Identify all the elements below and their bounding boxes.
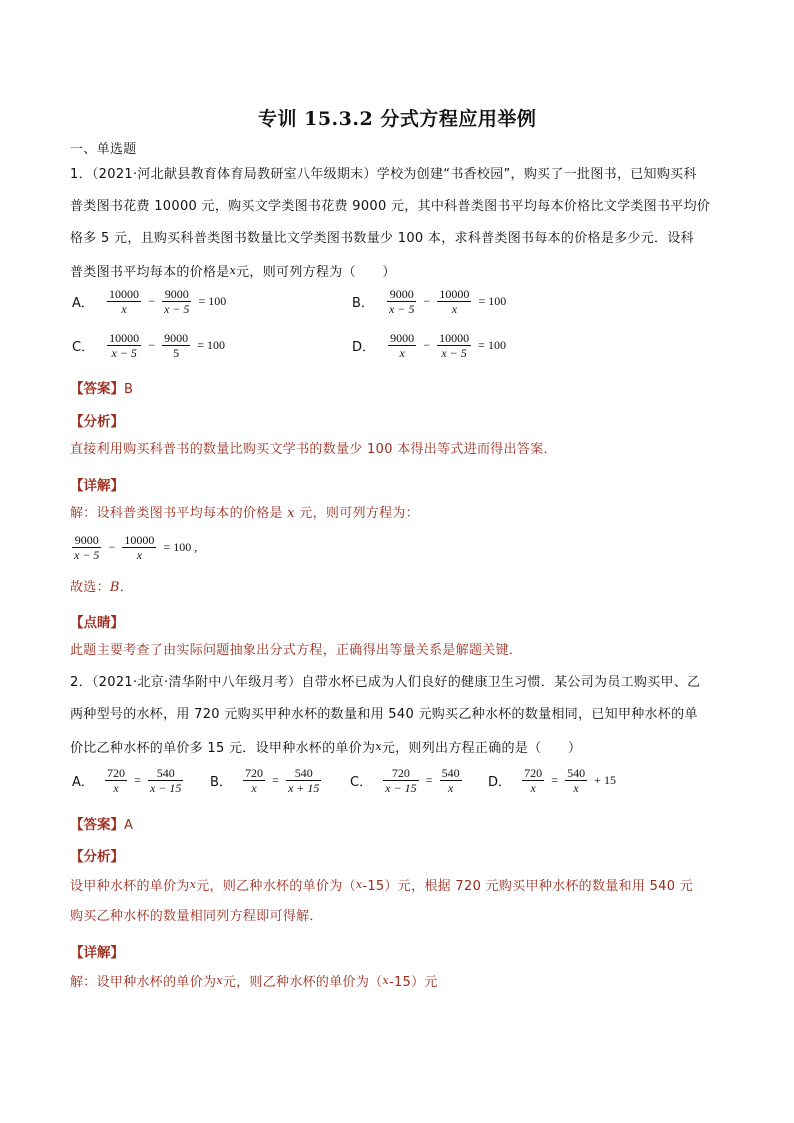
q1-c-frac-1-den: x − 5 [111, 346, 137, 360]
q2-d-frac-1-num: 720 [524, 766, 543, 780]
q1-b-frac-1 [387, 287, 416, 316]
q1-d-frac-2 [437, 331, 471, 360]
q2-analysis-line-1 [70, 877, 693, 895]
q2-a-frac-2-den: x − 15 [149, 781, 182, 795]
q1-c-frac-2-num: 9000 [164, 331, 189, 345]
q1-comment-tag: 【点睛】 [70, 615, 124, 631]
q1-c-minus: − [148, 338, 156, 352]
q1-d-frac-2-num: 10000 [439, 331, 470, 345]
q2-detail-c: -15）元 [388, 975, 438, 990]
q1-stem-text-a: 普类图书平均每本的价格是 [70, 265, 230, 280]
q1-option-d[interactable] [350, 331, 508, 360]
q1-stem-line-2: 普类图书花费 10000 元，购买文学类图书花费 9000 元，其中科普类图书平均每本价格比文学类图书平均价 [70, 199, 711, 214]
q2-analysis-line-2: 购买乙种水杯的数量相同列方程即可得解． [70, 909, 323, 924]
section-heading: 一、单选题 [70, 142, 137, 157]
q1-c-frac-2 [162, 331, 190, 360]
q2-c-frac-1 [383, 766, 418, 795]
q1-eq-frac-1-den: x − 5 [74, 548, 100, 562]
q2-c-eq: = [425, 773, 433, 787]
q1-choose-a: 故选： [70, 580, 110, 595]
q1-option-d-label: D． [352, 340, 376, 355]
q2-d-frac-2 [565, 766, 587, 795]
q1-analysis-tag: 【分析】 [70, 414, 124, 430]
q2-option-a-label: A． [72, 775, 94, 790]
q2-c-frac-1-num: 720 [383, 766, 418, 781]
q2-analysis-d: 720 [455, 879, 482, 894]
q1-a-frac-1-den: x [121, 302, 127, 316]
q1-choose-b: B [109, 580, 120, 595]
q1-stem-line-3: 格多 5 元，且购买科普类图书数量比文学类图书数量少 100 本，求科普类图书每本的价格是多少元．设科 [70, 231, 694, 246]
q2-analysis-var-x-2: x [355, 878, 363, 891]
q2-answer-value: A [124, 818, 134, 833]
q2-option-c-label: C． [350, 775, 373, 790]
q1-choose-c: ． [119, 580, 134, 595]
q1-a-frac-2 [162, 287, 191, 316]
q1-eq-frac-2-num: 10000 [124, 533, 155, 547]
q2-detail-text [70, 973, 438, 991]
q1-eq-frac-1-num: 9000 [72, 533, 101, 548]
q2-c-frac-2-den: x [447, 781, 454, 795]
q1-analysis-b: 本得出等式进而得出答案． [392, 442, 557, 457]
q1-option-b-label: B． [352, 296, 374, 311]
q1-analysis-text [70, 442, 557, 458]
q1-answer-tag: 【答案】 [70, 381, 124, 397]
q1-c-rhs: = 100 [197, 338, 226, 352]
q1-eq-rhs: = 100 , [163, 540, 198, 554]
q2-detail-var-x: x [216, 974, 223, 987]
q1-option-a[interactable] [70, 287, 228, 316]
q1-d-frac-1 [388, 331, 416, 360]
q2-b-frac-1-num: 720 [245, 766, 264, 780]
q1-answer-value: B [124, 382, 134, 397]
q2-stem-text-b: 元，则列出方程正确的是（ ） [381, 741, 582, 756]
q1-analysis-number: 100 [367, 442, 393, 457]
q1-stem-line-1: 1．（2021·河北献县教育体育局教研室八年级期末）学校为创建“书香校园”，购买了一批图书，已知购买科 [70, 167, 697, 182]
q1-eq-frac-2 [122, 533, 156, 562]
q2-b-frac-1-den: x [251, 781, 257, 795]
q1-detail-var-x: x [287, 506, 295, 521]
q2-a-frac-1 [105, 766, 127, 795]
q2-answer [70, 813, 133, 834]
q2-option-a[interactable] [70, 766, 183, 795]
q2-a-frac-1-den: x [113, 781, 119, 795]
q1-analysis-a: 直接利用购买科普书的数量比购买文学书的数量少 [70, 442, 368, 457]
q1-b-minus: − [423, 294, 431, 308]
q2-stem-line-1: 2．（2021·北京·清华附中八年级月考）自带水杯已成为人们良好的健康卫生习惯．某公司为员工购买甲、乙 [70, 675, 701, 690]
q1-b-frac-2 [437, 287, 471, 316]
q2-d-eq: = [551, 773, 558, 787]
q2-b-frac-1 [243, 766, 265, 795]
q1-eq-frac-2-den: x [136, 548, 143, 562]
q1-detail-text [70, 506, 419, 522]
q2-detail-tag: 【详解】 [70, 945, 124, 961]
q2-analysis-tag: 【分析】 [70, 849, 124, 865]
q1-d-frac-1-den: x [399, 346, 405, 360]
q1-a-frac-1-num: 10000 [109, 287, 139, 301]
q1-choose [70, 580, 133, 596]
q2-option-c[interactable] [348, 766, 462, 795]
q2-c-frac-1-den: x − 15 [385, 781, 417, 795]
q1-detail-equation [72, 533, 199, 562]
q2-d-frac-2-num: 540 [567, 766, 586, 780]
q2-detail-a: 解：设甲种水杯的单价为 [70, 975, 217, 990]
q1-d-rhs: = 100 [478, 338, 506, 352]
q2-b-frac-2-num: 540 [286, 766, 321, 781]
q1-b-frac-1-num: 9000 [387, 287, 416, 302]
q2-stem-line-2: 两种型号的水杯，用 720 元购买甲种水杯的数量和用 540 元购买乙种水杯的数量相同，已知甲种水杯的单 [70, 707, 698, 722]
q2-analysis-e: 元购买甲种水杯的数量和用 [481, 879, 650, 894]
q2-a-eq: = [134, 773, 141, 787]
q2-analysis-g: 元 [675, 879, 694, 894]
q1-a-frac-2-den: x − 5 [163, 302, 190, 316]
q1-b-rhs: = 100 [478, 294, 507, 308]
q1-detail-tag: 【详解】 [70, 478, 124, 494]
q2-a-frac-1-num: 720 [107, 766, 125, 780]
q1-d-frac-2-den: x − 5 [441, 346, 467, 360]
q2-analysis-f: 540 [649, 879, 676, 894]
q2-d-plus: + 15 [594, 773, 616, 787]
q2-stem-line-3 [70, 739, 581, 757]
q1-a-frac-1 [107, 287, 141, 316]
q1-option-c[interactable] [70, 331, 227, 360]
q2-analysis-c: -15）元，根据 [362, 879, 456, 894]
q1-eq-frac-1 [72, 533, 101, 562]
q1-option-c-label: C． [72, 340, 95, 355]
q2-detail-var-x-2: x [382, 974, 389, 987]
q2-option-d-label: D． [488, 775, 512, 790]
q2-var-x: x [375, 740, 382, 753]
q1-b-frac-2-num: 10000 [439, 287, 470, 301]
q2-analysis-b: 元，则乙种水杯的单价为（ [196, 879, 356, 894]
q2-c-frac-2 [440, 766, 462, 795]
q2-option-b-label: B． [210, 775, 232, 790]
q2-analysis-a: 设甲种水杯的单价为 [70, 879, 190, 894]
q2-a-frac-2 [148, 766, 183, 795]
page-title: 专训 15.3.2 分式方程应用举例 [258, 108, 537, 130]
q1-a-minus: − [148, 294, 155, 308]
q2-option-d[interactable] [486, 766, 618, 795]
q2-a-frac-2-num: 540 [148, 766, 183, 781]
q1-var-x: x [229, 264, 237, 277]
q2-stem-text-a: 价比乙种水杯的单价多 15 元．设甲种水杯的单价为 [70, 741, 376, 756]
q2-answer-tag: 【答案】 [70, 817, 124, 833]
q2-b-eq: = [272, 773, 279, 787]
q1-option-a-label: A． [72, 296, 94, 311]
q1-comment-text: 此题主要考查了由实际问题抽象出分式方程，正确得出等量关系是解题关键． [70, 643, 523, 658]
q1-eq-minus: − [108, 540, 116, 554]
q1-detail-b: 元，则可列方程为： [294, 506, 420, 521]
q1-c-frac-2-den: 5 [173, 346, 180, 360]
q1-c-frac-1-num: 10000 [109, 331, 140, 345]
q2-b-frac-2 [286, 766, 321, 795]
q1-b-frac-2-den: x [451, 302, 458, 316]
q1-b-frac-1-den: x − 5 [389, 302, 415, 316]
q2-d-frac-2-den: x [573, 781, 579, 795]
q2-d-frac-1-den: x [530, 781, 536, 795]
q2-c-frac-2-num: 540 [441, 766, 460, 780]
q2-analysis-var-x: x [189, 878, 197, 891]
q1-detail-a: 解：设科普类图书平均每本的价格是 [70, 506, 288, 521]
q1-d-frac-1-num: 9000 [390, 331, 415, 345]
q1-c-frac-1 [107, 331, 141, 360]
q1-d-minus: − [423, 338, 430, 352]
q2-d-frac-1 [522, 766, 544, 795]
q1-answer [70, 377, 133, 398]
q1-option-b[interactable] [350, 287, 508, 316]
q2-b-frac-2-den: x + 15 [287, 781, 320, 795]
q2-detail-b: 元，则乙种水杯的单价为（ [222, 975, 383, 990]
q1-stem-text-b: 元，则可列方程为（ ） [236, 265, 396, 280]
q2-option-b[interactable] [208, 766, 321, 795]
q1-a-rhs: = 100 [198, 294, 227, 308]
q1-stem-line-4 [70, 263, 396, 281]
q1-a-frac-2-num: 9000 [162, 287, 191, 302]
